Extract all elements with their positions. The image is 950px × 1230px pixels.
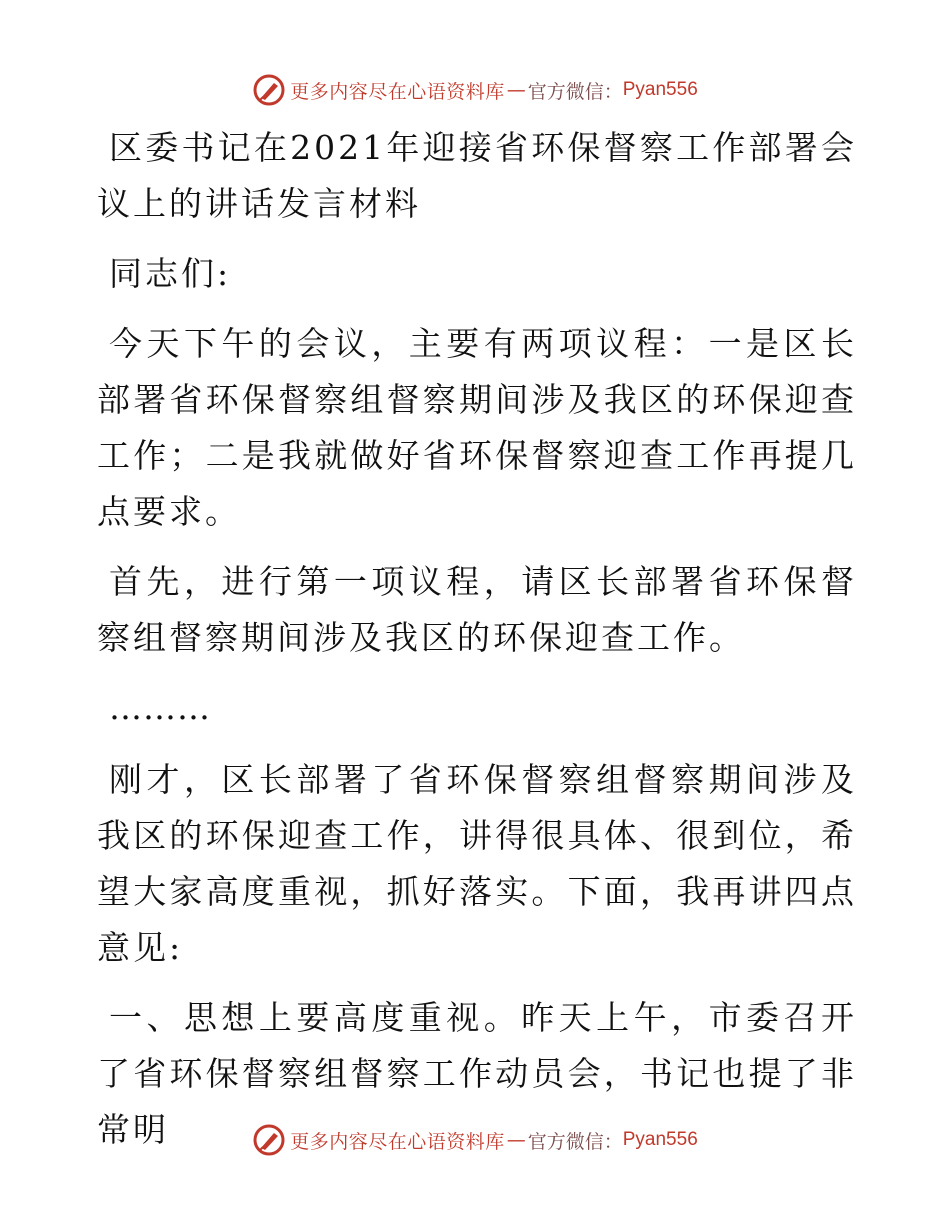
paragraph-2: 首先，进行第一项议程，请区长部署省环保督察组督察期间涉及我区的环保迎查工作。 [97, 562, 857, 657]
header-watermark [0, 70, 950, 110]
quill-logo-icon [252, 1123, 286, 1157]
watermark-main-text: 更多内容尽在心语资料库 [290, 80, 505, 103]
document-body [97, 120, 857, 1172]
footer-watermark [0, 1120, 950, 1160]
watermark-sub-text: 官方微信： [527, 80, 623, 103]
watermark-dash: — [506, 79, 526, 101]
salutation: 同志们: [109, 254, 232, 293]
ellipsis-line: ……… [109, 688, 211, 727]
watermark-wechat-id: Pyan556 [622, 79, 698, 100]
watermark-dash: — [506, 1129, 526, 1151]
paragraph-4: 一、思想上要高度重视。昨天上午，市委召开了省环保督察组督察工作动员会，书记也提了非常明 [97, 998, 857, 1149]
watermark-main-text: 更多内容尽在心语资料库 [290, 1130, 505, 1153]
watermark-wechat-id: Pyan556 [622, 1129, 698, 1150]
paragraph-1: 今天下午的会议，主要有两项议程：一是区长部署省环保督察组督察期间涉及我区的环保迎查工作；二是我就做好省环保督察迎查工作再提几点要求。 [97, 324, 857, 531]
watermark-sub-text: 官方微信： [527, 1130, 623, 1153]
quill-logo-icon [252, 73, 286, 107]
document-title: 区委书记在2021年迎接省环保督察工作部署会议上的讲话发言材料 [97, 128, 857, 223]
paragraph-3: 刚才，区长部署了省环保督察组督察期间涉及我区的环保迎查工作，讲得很具体、很到位，希望大家高度重视，抓好落实。下面，我再讲四点意见: [97, 760, 857, 967]
